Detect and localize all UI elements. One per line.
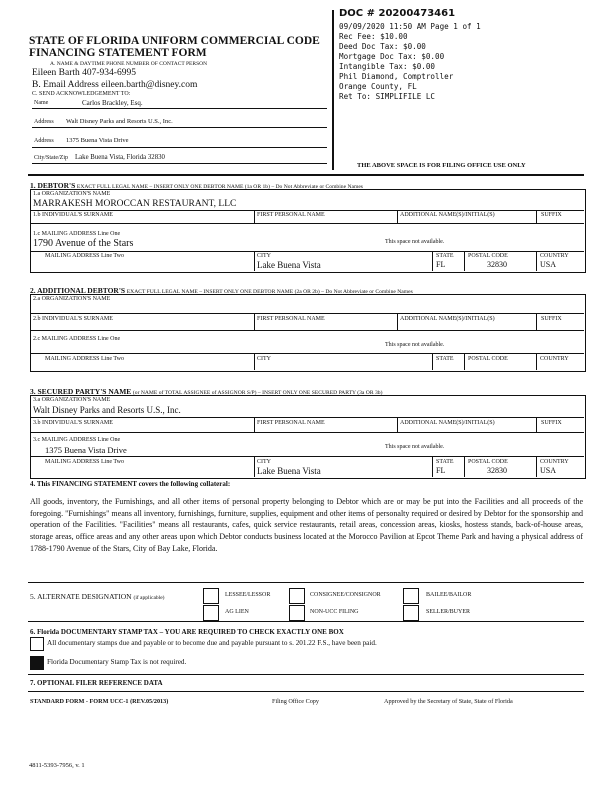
recording-line: Mortgage Doc Tax: $0.00 [339, 52, 445, 61]
section2-additional-names-label: ADDITIONAL NAME(S)/INITIAL(S) [400, 316, 495, 322]
doc-stamp-paid-text: All documentary stamps due and payable or to become due and payable pursuant to s. 201.22 F.S., have been paid. [47, 639, 377, 647]
section3-country-label: COUNTRY [540, 459, 569, 465]
section1-row [30, 251, 584, 252]
recording-doc-number: DOC # 20200473461 [339, 8, 456, 19]
contact-label-a: A. NAME & DAYTIME PHONE NUMBER OF CONTACT PERSON [50, 61, 208, 67]
contact-email-value[interactable]: eileen.barth@disney.com [101, 80, 198, 90]
footer-doc-ref: 4811-5393-7956, v. 1 [29, 762, 85, 769]
contact-divider [32, 163, 327, 164]
section4-bottom-rule [28, 582, 584, 583]
section3-surname-label: 3.b INDIVIDUAL'S SURNAME [33, 420, 113, 426]
recording-line: Phil Diamond, Comptroller [339, 72, 454, 81]
alt-designation-option: SELLER/BUYER [426, 609, 471, 615]
alt-designation-option: CONSIGNEE/CONSIGNOR [310, 592, 381, 598]
section1-suffix-label: SUFFIX [541, 212, 562, 218]
section1-col [536, 210, 537, 223]
contact-name-phone[interactable]: Eileen Barth 407-934-6995 [32, 68, 136, 78]
section1-state-label: STATE [436, 253, 454, 259]
section3-row [30, 456, 584, 457]
recording-line: Intangible Tax: $0.00 [339, 62, 436, 71]
section1-col [397, 210, 398, 223]
section6-label: 6. Florida DOCUMENTARY STAMP TAX – YOU ARE REQUIRED TO CHECK EXACTLY ONE BOX [30, 628, 344, 636]
section2-col [536, 313, 537, 330]
section3-postal[interactable]: 32830 [487, 466, 507, 475]
section1-col [464, 251, 465, 271]
section1-surname-label: 1.b INDIVIDUAL'S SURNAME [33, 212, 113, 218]
contact-address1[interactable]: Walt Disney Parks and Resorts U.S., Inc. [66, 118, 173, 125]
footer-form-id: STANDARD FORM - FORM UCC-1 (REV.05/2013) [30, 698, 169, 705]
section3-col [536, 417, 537, 432]
contact-name-label: Name [34, 100, 49, 106]
section1-org-name[interactable]: MARRAKESH MOROCCAN RESTAURANT, LLC [33, 199, 237, 209]
section3-address[interactable]: 1375 Buena Vista Drive [45, 445, 127, 455]
section2-org-label: 2.a ORGANIZATION'S NAME [33, 296, 111, 302]
section2-country-label: COUNTRY [540, 356, 569, 362]
section3-mailing2-label: MAILING ADDRESS Line Two [45, 459, 124, 465]
collateral-description[interactable]: All goods, inventory, the Furnishings, and all other items of personal property belonging to Debtor which are or may be put into the Facilities and all proceeds of the foregoing. "Furnishings" means all inventory, furnishings, furniture, supplies, equipment and other items of personalty required or desired by Debtor for the sponsorship and operation of the Facilities. "Facilities" means all restaurants, cafes, quick service restaurants, retail areas, concession areas, kiosks, hostess stands, back-of-house areas, storage areas, office areas and any other areas upon which Debtor conducts business located at the Morocco Pavilion at Epcot Theme Park and having a physical address of 1788-1790 Avenue of the Stars, City of Bay Lake, Florida. [30, 497, 583, 553]
contact-divider [32, 127, 327, 128]
section1-city[interactable]: Lake Buena Vista [257, 260, 321, 270]
alt-designation-checkbox[interactable] [289, 588, 305, 604]
section6-bottom-rule [28, 674, 584, 675]
recording-line: Orange County, FL [339, 82, 417, 91]
section3-mailing-label: 3.c MAILING ADDRESS Line One [33, 437, 121, 443]
section2-city-label: CITY [257, 356, 271, 362]
section3-org-label: 3.a ORGANIZATION'S NAME [33, 397, 111, 403]
contact-address2[interactable]: 1375 Buena Vista Drive [66, 137, 129, 144]
section3-heading-label: 3. SECURED PARTY'S NAME [30, 387, 132, 396]
section1-col [254, 251, 255, 271]
contact-box-right [332, 10, 334, 170]
contact-email-row [32, 80, 197, 90]
section2-row [30, 353, 584, 354]
section2-state-label: STATE [436, 356, 454, 362]
doc-stamp-paid-checkbox[interactable] [30, 637, 44, 651]
section3-heading-rest: (or NAME of TOTAL ASSIGNEE of ASSIGNOR S/P) – INSERT ONLY ONE SECURED PARTY (3a OR 3b) [132, 390, 383, 396]
section1-row [30, 223, 584, 224]
section2-row [30, 313, 584, 314]
section3-state-label: STATE [436, 459, 454, 465]
alt-designation-checkbox[interactable] [403, 605, 419, 621]
section1-country-label: COUNTRY [540, 253, 569, 259]
contact-city-value[interactable]: Lake Buena Vista, Florida 32830 [75, 154, 165, 161]
section1-state[interactable]: FL [436, 260, 446, 269]
filing-office-note: THE ABOVE SPACE IS FOR FILING OFFICE USE ONLY [357, 162, 526, 169]
section2-heading-label: 2. ADDITIONAL DEBTOR'S [30, 286, 126, 295]
section7-bottom-rule [28, 691, 584, 692]
section3-col [432, 456, 433, 477]
section2-row [30, 330, 584, 331]
section4-heading: 4. This FINANCING STATEMENT covers the following collateral: [30, 480, 231, 488]
recording-line: Rec Fee: $10.00 [339, 32, 408, 41]
section2-col [397, 313, 398, 330]
recording-line: 09/09/2020 11:50 AM Page 1 of 1 [339, 22, 481, 31]
section5-bottom-rule [28, 621, 584, 622]
section2-first-name-label: FIRST PERSONAL NAME [257, 316, 325, 322]
section3-first-name-label: FIRST PERSONAL NAME [257, 420, 325, 426]
alt-designation-checkbox[interactable] [403, 588, 419, 604]
section5-label: 5. ALTERNATE DESIGNATION (if applicable) [30, 592, 165, 601]
section2-col [254, 353, 255, 370]
section3-col [397, 417, 398, 432]
section1-country[interactable]: USA [540, 260, 557, 269]
alt-designation-checkbox[interactable] [203, 588, 219, 604]
contact-label-c: C. SEND ACKNOWLEDGEMENT TO: [32, 91, 131, 97]
section1-city-label: CITY [257, 253, 271, 259]
section3-col [536, 456, 537, 477]
section2-surname-label: 2.b INDIVIDUAL'S SURNAME [33, 316, 113, 322]
section1-additional-names-label: ADDITIONAL NAME(S)/INITIAL(S) [400, 212, 495, 218]
section1-col [254, 210, 255, 223]
section3-org-name[interactable]: Walt Disney Parks and Resorts U.S., Inc. [33, 405, 181, 415]
section2-col [464, 353, 465, 370]
section1-first-name-label: FIRST PERSONAL NAME [257, 212, 325, 218]
section1-row [30, 210, 584, 211]
section3-additional-names-label: ADDITIONAL NAME(S)/INITIAL(S) [400, 420, 495, 426]
section2-col [536, 353, 537, 370]
section1-org-label: 1.a ORGANIZATION'S NAME [33, 191, 111, 197]
section2-mailing-label: 2.c MAILING ADDRESS Line One [33, 336, 121, 342]
contact-address-label: Address [34, 119, 54, 125]
recording-line: Deed Doc Tax: $0.00 [339, 42, 426, 51]
section3-state[interactable]: FL [436, 466, 446, 475]
section3-city-label: CITY [257, 459, 271, 465]
section1-space-note: This space not available. [385, 239, 445, 245]
contact-name-value[interactable]: Carlos Brackley, Esq. [82, 99, 143, 107]
section3-col [254, 417, 255, 432]
alt-designation-checkbox[interactable] [289, 605, 305, 621]
alt-designation-option: NON-UCC FILING [310, 609, 359, 615]
section2-col [254, 313, 255, 330]
alt-designation-option: LESSEE/LESSOR [225, 592, 271, 598]
doc-stamp-not-required-checkbox[interactable] [30, 656, 44, 670]
footer-approved: Approved by the Secretary of State, State of Florida [384, 698, 513, 705]
section3-row [30, 432, 584, 433]
section3-city[interactable]: Lake Buena Vista [257, 466, 321, 476]
recording-line: Ret To: SIMPLIFILE LC [339, 92, 436, 101]
form-title-line1: STATE OF FLORIDA UNIFORM COMMERCIAL CODE [29, 35, 320, 47]
section-top-border [28, 174, 584, 176]
section2-space-note: This space not available. [385, 342, 445, 348]
section1-heading-label: 1. DEBTOR'S [30, 181, 76, 190]
section7-label: 7. OPTIONAL FILER REFERENCE DATA [30, 679, 163, 687]
alt-designation-option: AG LIEN [225, 609, 249, 615]
section1-mailing-label: 1.c MAILING ADDRESS Line One [33, 231, 121, 237]
doc-stamp-not-required-text: Florida Documentary Stamp Tax is not required. [47, 658, 187, 666]
section1-postal[interactable]: 32830 [487, 260, 507, 269]
section3-postal-label: POSTAL CODE [468, 459, 508, 465]
section1-mailing2-label: MAILING ADDRESS Line Two [45, 253, 124, 259]
section3-col [464, 456, 465, 477]
form-title-line2: FINANCING STATEMENT FORM [29, 47, 207, 59]
contact-city-label: City/State/Zip [34, 155, 68, 161]
contact-divider [32, 108, 327, 109]
footer-copy: Filing Office Copy [272, 698, 319, 705]
section1-postal-label: POSTAL CODE [468, 253, 508, 259]
section2-postal-label: POSTAL CODE [468, 356, 508, 362]
section3-suffix-label: SUFFIX [541, 420, 562, 426]
section3-country[interactable]: USA [540, 466, 557, 475]
contact-email-label: B. Email Address [32, 80, 99, 90]
alt-designation-option: BAILEE/BAILOR [426, 592, 472, 598]
contact-divider [32, 147, 327, 148]
alt-designation-checkbox[interactable] [203, 605, 219, 621]
section2-suffix-label: SUFFIX [541, 316, 562, 322]
section1-col [432, 251, 433, 271]
contact-address-label-2: Address [34, 138, 54, 144]
section1-address[interactable]: 1790 Avenue of the Stars [33, 238, 134, 249]
section1-heading-rest: EXACT FULL LEGAL NAME – INSERT ONLY ONE DEBTOR NAME (1a OR 1b) – Do Not Abbreviate or Combine Names [76, 184, 363, 190]
section2-heading-rest: EXACT FULL LEGAL NAME – INSERT ONLY ONE DEBTOR NAME (2a OR 2b) – Do Not Abbreviate or Combine Names [126, 289, 413, 295]
section3-space-note: This space not available. [385, 444, 445, 450]
section3-row [30, 417, 584, 418]
section3-col [254, 456, 255, 477]
section2-col [432, 353, 433, 370]
section2-mailing2-label: MAILING ADDRESS Line Two [45, 356, 124, 362]
section1-col [536, 251, 537, 271]
